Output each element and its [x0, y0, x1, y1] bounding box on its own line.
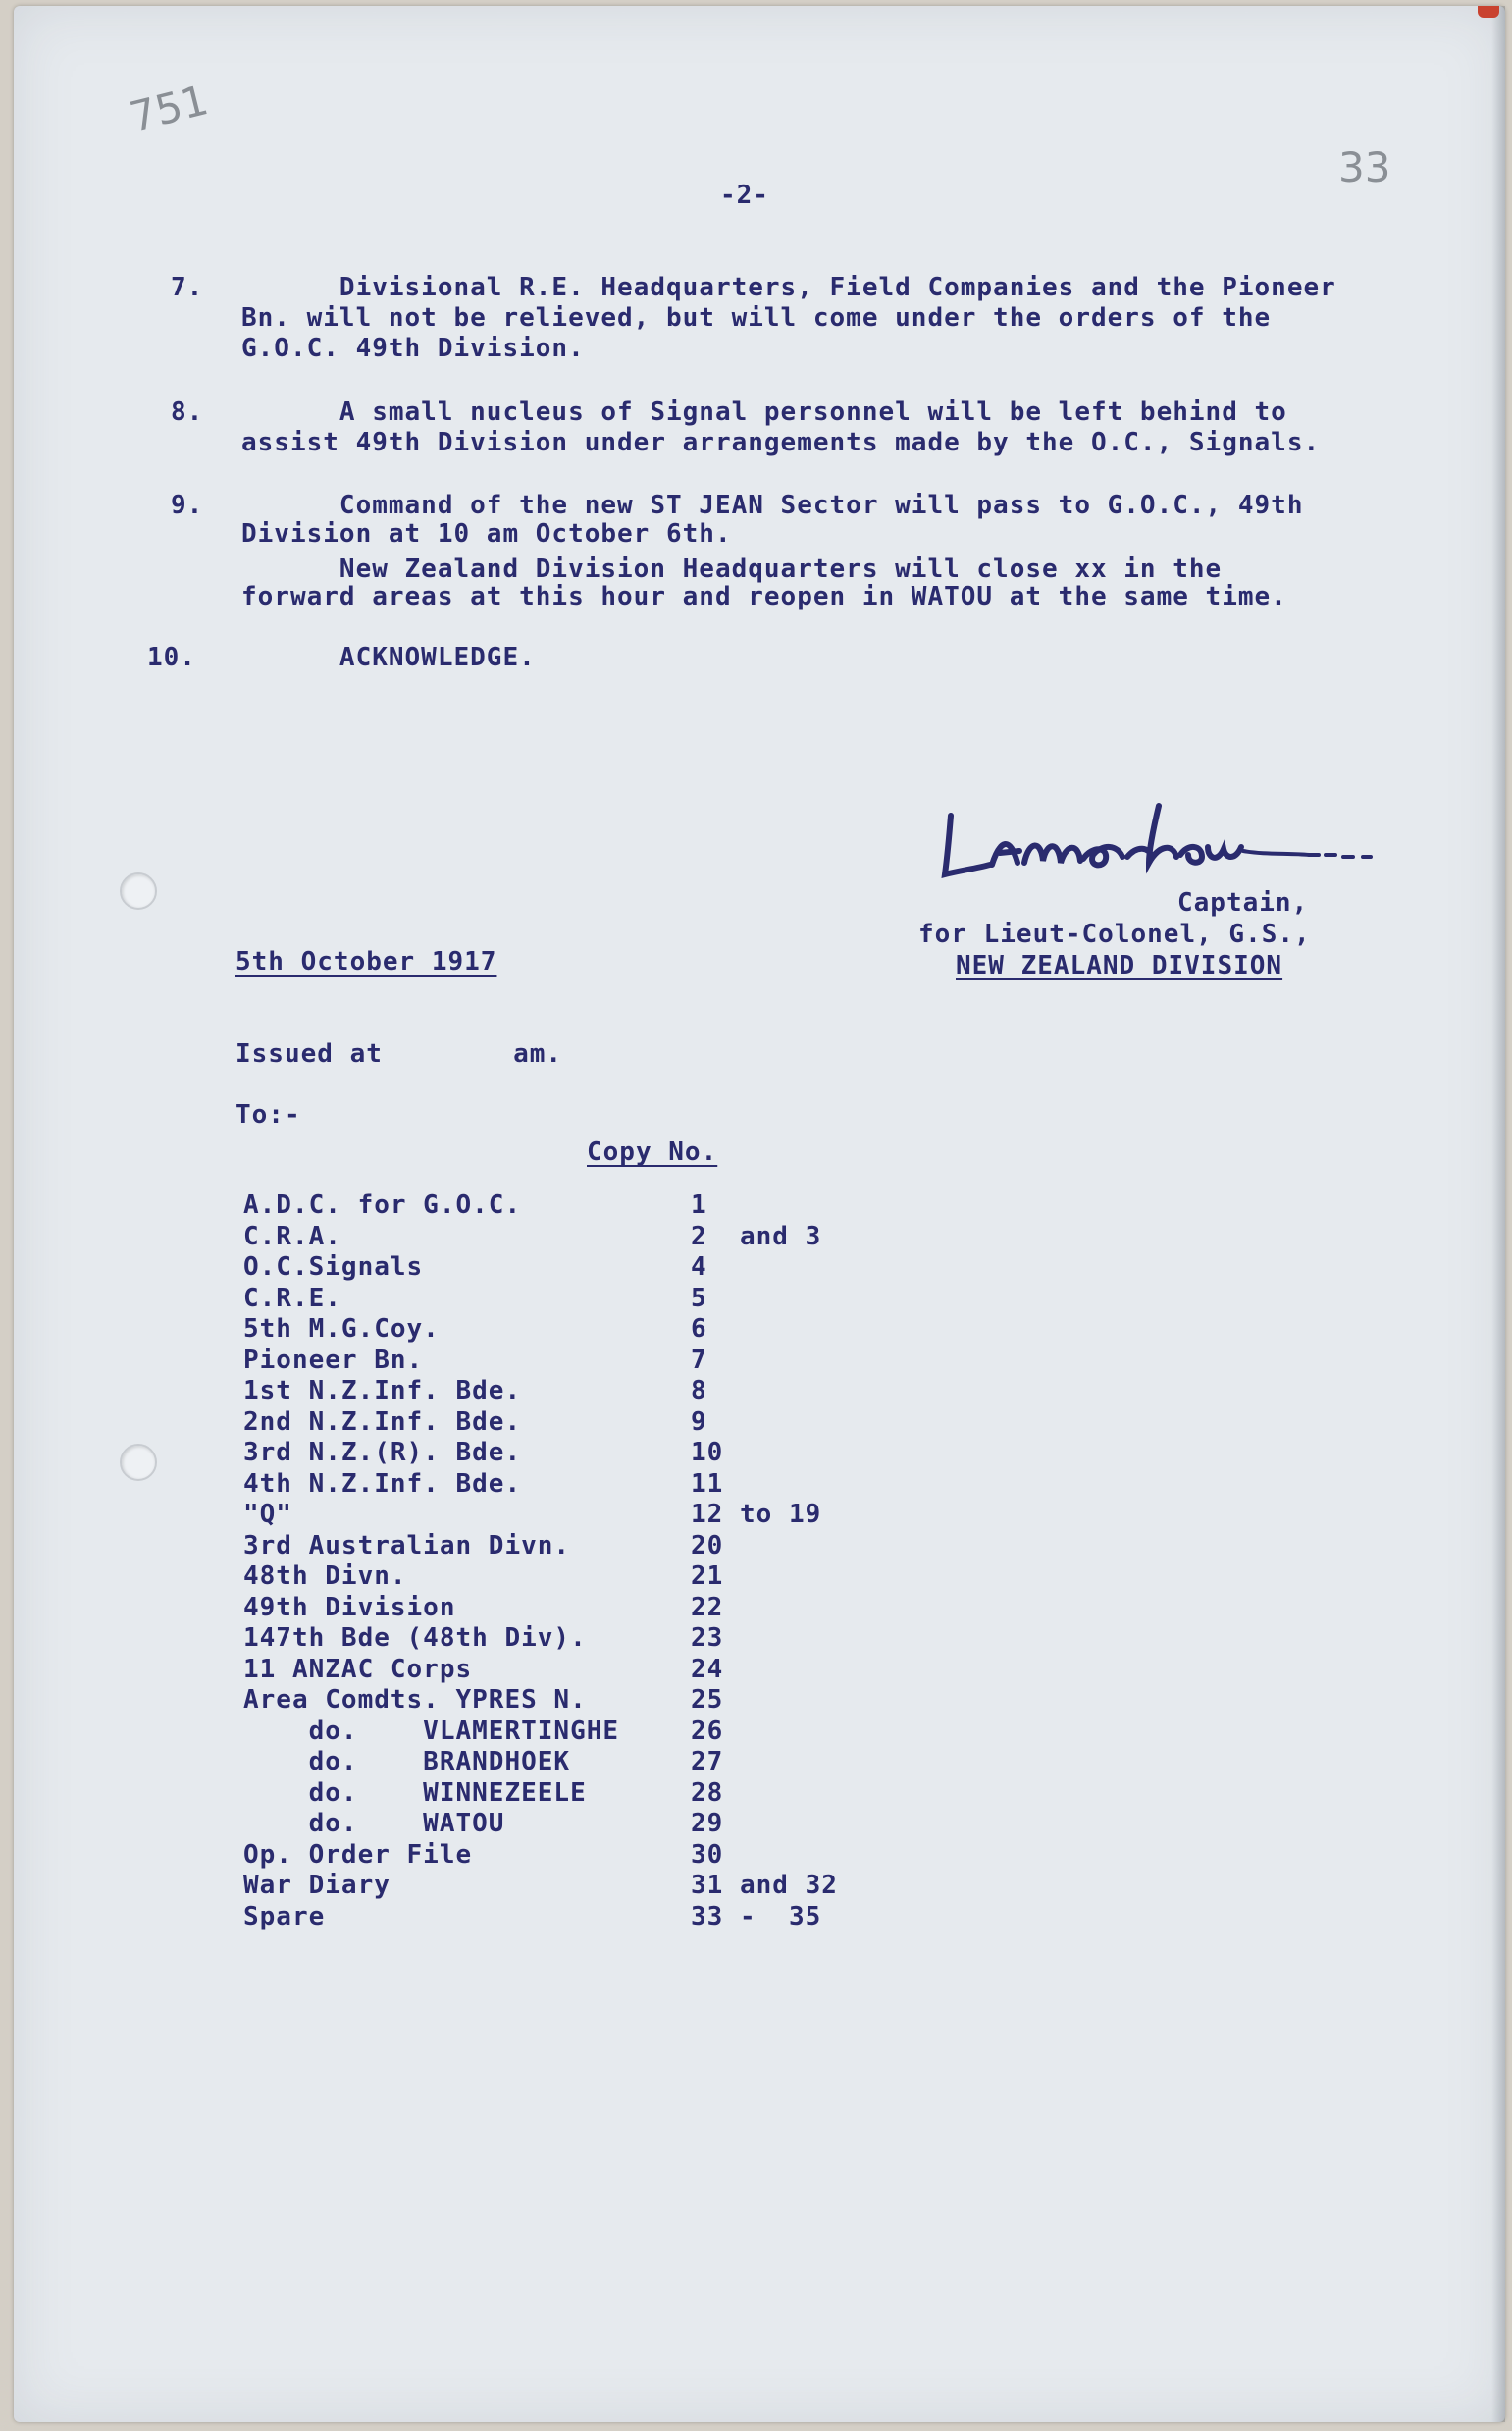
distribution-recipient: War Diary [243, 1871, 391, 1900]
distribution-copy-number: 21 [691, 1561, 724, 1591]
paragraph-7-line: Bn. will not be relieved, but will come under the orders of the [241, 303, 1272, 333]
distribution-recipient: Spare [243, 1901, 326, 1931]
folio-number-annotation: 33 [1338, 143, 1391, 191]
distribution-recipient: 4th N.Z.Inf. Bde. [243, 1468, 522, 1499]
signature-for-line: for Lieut-Colonel, G.S., [918, 920, 1311, 949]
distribution-copy-number: 9 [691, 1406, 707, 1437]
distribution-recipient: A.D.C. for G.O.C. [243, 1190, 522, 1220]
document-page [14, 6, 1505, 2422]
distribution-copy-extra: to 19 [740, 1500, 822, 1529]
distribution-recipient: Pioneer Bn. [243, 1345, 424, 1375]
distribution-copy-number: 6 [691, 1314, 707, 1344]
document-date: 5th October 1917 [235, 947, 497, 977]
handwritten-signature [931, 786, 1402, 894]
distribution-recipient: 49th Division [243, 1592, 456, 1622]
distribution-copy-number: 8 [691, 1376, 707, 1405]
distribution-copy-number: 1 [691, 1190, 707, 1220]
distribution-recipient: 3rd Australian Divn. [243, 1530, 571, 1560]
distribution-recipient: do. WINNEZEELE [243, 1777, 587, 1808]
distribution-recipient: 11 ANZAC Corps [243, 1654, 473, 1684]
issued-at: Issued at am. [235, 1039, 563, 1069]
distribution-recipient: 147th Bde (48th Div). [243, 1623, 587, 1653]
distribution-recipient: Op. Order File [243, 1839, 473, 1870]
distribution-copy-number: 10 [691, 1438, 724, 1467]
distribution-recipient: Area Comdts. YPRES N. [243, 1685, 587, 1715]
distribution-copy-number: 26 [691, 1716, 724, 1746]
distribution-copy-number: 2 [691, 1221, 707, 1251]
distribution-copy-number: 22 [691, 1592, 724, 1622]
paragraph-9-line: New Zealand Division Headquarters will close xx in the [241, 555, 1223, 584]
paragraph-10-line: ACKNOWLEDGE. [241, 643, 536, 672]
distribution-copy-number: 11 [691, 1468, 724, 1499]
distribution-recipient: C.R.A. [243, 1221, 341, 1251]
paragraph-7-number: 7. [171, 273, 204, 302]
paragraph-8-number: 8. [171, 397, 204, 427]
paragraph-9-line: Division at 10 am October 6th. [241, 519, 732, 549]
distribution-copy-extra: - 35 [740, 1901, 822, 1931]
distribution-copy-number: 29 [691, 1809, 724, 1838]
distribution-copy-number: 24 [691, 1654, 724, 1684]
distribution-copy-number: 23 [691, 1623, 724, 1653]
paragraph-8-line: A small nucleus of Signal personnel will be left behind to [241, 397, 1287, 427]
to-label: To:- [235, 1100, 301, 1130]
paragraph-8-line: assist 49th Division under arrangements made by the O.C., Signals. [241, 428, 1321, 457]
distribution-recipient: 2nd N.Z.Inf. Bde. [243, 1406, 522, 1437]
red-tab-mark [1478, 6, 1499, 18]
distribution-copy-extra: and 3 [740, 1221, 822, 1251]
distribution-copy-number: 12 [691, 1500, 724, 1529]
distribution-recipient: C.R.E. [243, 1283, 341, 1313]
distribution-copy-number: 5 [691, 1283, 707, 1313]
paragraph-9-line: forward areas at this hour and reopen in WATOU at the same time. [241, 582, 1287, 611]
distribution-recipient: 48th Divn. [243, 1561, 407, 1591]
signature-rank: Captain, [1177, 888, 1309, 918]
distribution-copy-extra: and 32 [740, 1871, 838, 1900]
punch-hole [120, 1444, 157, 1481]
distribution-recipient: 5th M.G.Coy. [243, 1314, 440, 1344]
distribution-recipient: do. VLAMERTINGHE [243, 1716, 620, 1746]
copy-number-header: Copy No. [587, 1137, 718, 1167]
signature-unit: NEW ZEALAND DIVISION [956, 951, 1283, 980]
paragraph-7-line: G.O.C. 49th Division. [241, 334, 585, 363]
distribution-copy-number: 4 [691, 1252, 707, 1282]
distribution-copy-number: 7 [691, 1345, 707, 1375]
paragraph-9-line: Command of the new ST JEAN Sector will pass to G.O.C., 49th [241, 491, 1304, 520]
distribution-copy-number: 31 [691, 1871, 724, 1900]
distribution-copy-number: 20 [691, 1530, 724, 1560]
distribution-recipient: "Q" [243, 1500, 292, 1529]
distribution-recipient: 3rd N.Z.(R). Bde. [243, 1438, 522, 1467]
distribution-recipient: 1st N.Z.Inf. Bde. [243, 1376, 522, 1405]
paragraph-7-line: Divisional R.E. Headquarters, Field Companies and the Pioneer [241, 273, 1336, 302]
distribution-copy-number: 25 [691, 1685, 724, 1715]
distribution-copy-number: 28 [691, 1777, 724, 1808]
distribution-copy-number: 27 [691, 1747, 724, 1776]
page-number: -2- [720, 181, 769, 210]
distribution-recipient: do. WATOU [243, 1809, 505, 1838]
paragraph-9-number: 9. [171, 491, 204, 520]
punch-hole [120, 872, 157, 910]
archive-number-annotation: 751 [125, 76, 213, 141]
distribution-copy-number: 30 [691, 1839, 724, 1870]
distribution-recipient: do. BRANDHOEK [243, 1747, 571, 1776]
distribution-recipient: O.C.Signals [243, 1252, 424, 1282]
distribution-copy-number: 33 [691, 1901, 724, 1931]
paragraph-10-number: 10. [147, 643, 196, 672]
